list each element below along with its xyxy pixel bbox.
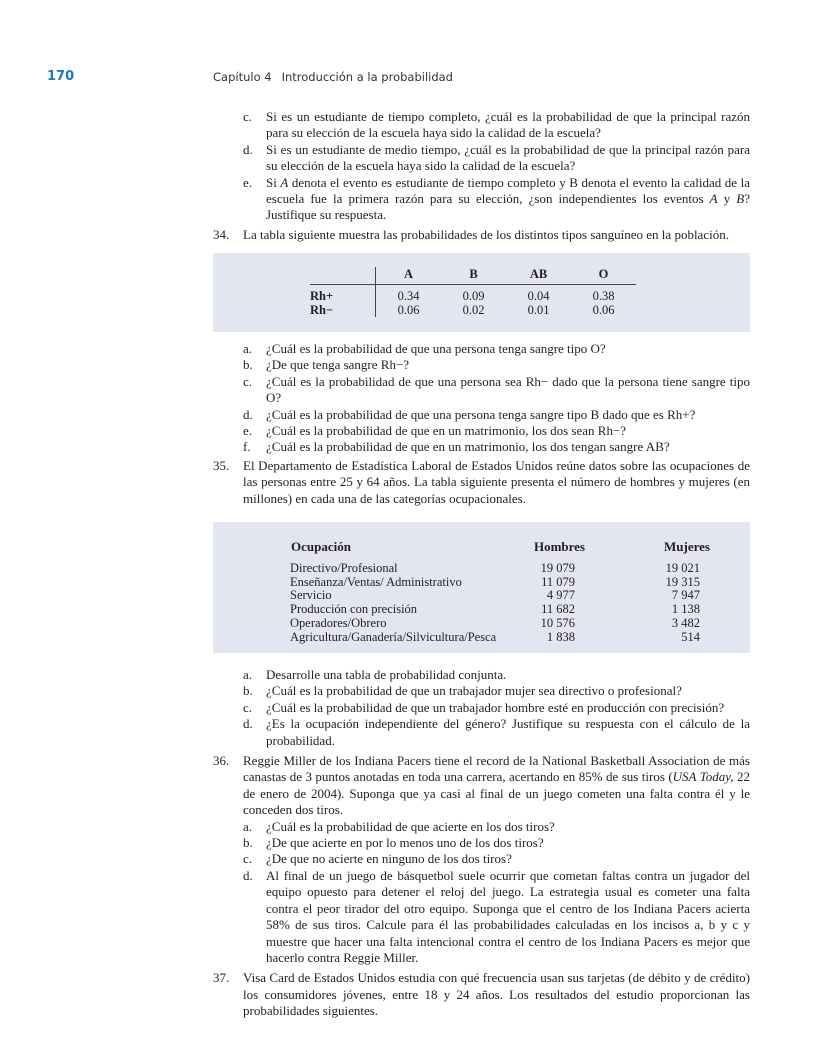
list-item bbox=[243, 683, 750, 699]
text: ¿Cuál es la probabilidad de que una persona sea Rh− dado que la persona tiene sangre tipo O? bbox=[266, 373, 750, 406]
blood-type-table-panel bbox=[213, 253, 750, 332]
text: y bbox=[717, 191, 737, 207]
text: ¿Cuál es la probabilidad de que en un matrimonio, los dos sean Rh−? bbox=[266, 423, 627, 439]
text: ¿Es la ocupación independiente del género? Justifique su respuesta con el cálculo de la probabilidad. bbox=[266, 716, 750, 748]
item-letter: d. bbox=[243, 141, 253, 157]
question-number: 37. bbox=[213, 970, 230, 986]
text: 22 de enero de 2004). Suponga que ya casi al final de un juego cometen una falta contra él y le conceden dos tiros. bbox=[243, 769, 751, 818]
column-header: O bbox=[571, 267, 636, 285]
chapter-title: Introducción a la probabilidad bbox=[281, 70, 453, 84]
text: ¿Cuál es la probabilidad de que una persona tenga sangre tipo B dado que es Rh+? bbox=[266, 406, 696, 422]
text: 11 682 bbox=[541, 602, 575, 617]
text: 19 021 bbox=[665, 561, 700, 575]
text: 11 079 bbox=[541, 574, 575, 589]
list-item bbox=[243, 700, 750, 716]
chapter-label: Capítulo 4 bbox=[213, 70, 272, 84]
text: 10 576 bbox=[540, 615, 575, 630]
text: ? Justifique su respuesta. bbox=[266, 191, 751, 223]
question-number: 35. bbox=[213, 457, 230, 473]
text: b. bbox=[243, 835, 253, 851]
column-header: AB bbox=[506, 267, 571, 285]
running-header bbox=[213, 70, 463, 84]
cell: 0.02 bbox=[462, 303, 485, 317]
table-row bbox=[310, 285, 636, 304]
occupation-table-panel bbox=[213, 522, 750, 653]
text: ¿De que no acierte en ninguno de los dos tiros? bbox=[266, 851, 512, 867]
list-item bbox=[243, 819, 750, 835]
table-row bbox=[290, 562, 710, 576]
text: ¿De que acierte en por lo menos uno de los dos tiros? bbox=[266, 835, 544, 851]
text: ¿Cuál es la probabilidad de que en un matrimonio, los dos tengan sangre AB? bbox=[266, 439, 670, 455]
cell: 0.09 bbox=[462, 289, 485, 303]
text: Si bbox=[266, 174, 281, 190]
cell: 0.04 bbox=[527, 289, 550, 303]
item-text: Si es un estudiante de medio tiempo, ¿cuál es la probabilidad de que la principal razón para su elección de la escuela haya sido la calidad de la escuela? bbox=[266, 141, 750, 174]
text: e. bbox=[243, 423, 253, 439]
cell: 0.01 bbox=[527, 303, 550, 317]
question-number: 36. bbox=[213, 753, 230, 769]
text: Producción con precisión bbox=[290, 602, 418, 617]
table-row bbox=[310, 303, 636, 317]
text: A bbox=[709, 191, 718, 207]
text: c. bbox=[243, 373, 253, 389]
text: 1 838 bbox=[546, 629, 575, 644]
text: ¿De que tenga sangre Rh−? bbox=[266, 357, 410, 373]
list-item bbox=[243, 109, 750, 142]
table-row bbox=[290, 631, 710, 645]
list-item bbox=[243, 175, 750, 224]
cell: 0.06 bbox=[592, 303, 615, 317]
question-36 bbox=[213, 753, 750, 819]
question-text bbox=[243, 753, 750, 819]
question-text: La tabla siguiente muestra las probabilidades de los distintos tipos sanguíneo en la población. bbox=[243, 227, 729, 242]
question-34-parts bbox=[213, 341, 750, 507]
text: ¿Cuál es la probabilidad de que una persona tenga sangre tipo O? bbox=[266, 341, 606, 356]
text: 514 bbox=[681, 629, 700, 644]
list-item bbox=[243, 341, 750, 357]
occupation-table bbox=[290, 538, 710, 644]
text: 1 138 bbox=[671, 602, 700, 617]
question-number: 34. bbox=[213, 227, 230, 242]
text: d. bbox=[243, 716, 253, 732]
list-item bbox=[243, 716, 750, 749]
text: Enseñanza/Ventas/ Administrativo bbox=[290, 574, 462, 589]
cell: 0.06 bbox=[376, 303, 442, 317]
list-item bbox=[243, 439, 750, 455]
question-34 bbox=[213, 227, 750, 243]
text: 3 482 bbox=[671, 615, 700, 630]
text: ¿Cuál es la probabilidad de que un trabajador hombre esté en producción con precisión? bbox=[266, 699, 725, 715]
text: USA Today, bbox=[672, 769, 734, 785]
text: A bbox=[280, 174, 289, 190]
item-text bbox=[266, 175, 750, 224]
text: b. bbox=[243, 357, 253, 373]
text: a. bbox=[243, 341, 253, 356]
text: Agricultura/Ganadería/Silvicultura/Pesca bbox=[290, 629, 497, 644]
cell: 0.38 bbox=[592, 289, 615, 303]
table-row bbox=[290, 576, 710, 590]
item-letter: e. bbox=[243, 174, 253, 190]
text: Al final de un juego de básquetbol suele ocurrir que cometan faltas contra un jugador del equipo opuesto para detener el reloj del juego. La estrategia usual es cometer una falta contra el peor tirador del otro equipo. Suponga que el centro de los Indiana Pacers acierta 58% de sus tiros. Calcule para él las probabilidades calculadas en los incisos a, b y c y muestre que hacer una falta intencional contra el centro de los Indiana Pacers es mejor que hacerlo contra Reggie Miller. bbox=[266, 867, 750, 965]
question-text: Visa Card de Estados Unidos estudia con qué frecuencia usan sus tarjetas (de débito y de crédito) los consumidores jóvenes, entre 18 y 24 años. Los resultados del estudio proporcionan las probabilidades siguientes. bbox=[243, 970, 750, 1019]
column-header: A bbox=[376, 267, 442, 285]
question-text: El Departamento de Estadística Laboral de Estados Unidos reúne datos sobre las ocupaciones de las personas entre 25 y 64 años. La tabla siguiente presenta el número de hombres y mujeres (en millones) en cada una de las categorías ocupacionales. bbox=[243, 457, 750, 506]
text: b. bbox=[243, 683, 253, 699]
list-item bbox=[243, 142, 750, 175]
list-item bbox=[243, 423, 750, 439]
row-label: Rh− bbox=[310, 303, 334, 317]
text: f. bbox=[243, 439, 251, 455]
table-row bbox=[290, 617, 710, 631]
text: a. bbox=[243, 667, 253, 682]
text: ¿Cuál es la probabilidad de que acierte en los dos tiros? bbox=[266, 818, 555, 834]
text: ¿Cuál es la probabilidad de que un trabajador mujer sea directivo o profesional? bbox=[266, 683, 682, 699]
list-item bbox=[243, 835, 750, 851]
text: d. bbox=[243, 406, 253, 422]
list-item bbox=[243, 357, 750, 373]
text: 4 977 bbox=[546, 588, 575, 603]
list-item bbox=[243, 374, 750, 407]
cell: 0.34 bbox=[376, 285, 442, 304]
list-item bbox=[243, 851, 750, 867]
text: Desarrolle una tabla de probabilidad conjunta. bbox=[266, 667, 507, 682]
text: 19 079 bbox=[540, 561, 575, 575]
question-35-parts bbox=[213, 667, 750, 1020]
question-33-continued bbox=[213, 109, 750, 224]
item-text: Si es un estudiante de tiempo completo, ¿cuál es la probabilidad de que la principal razón para su elección de la escuela haya sido la calidad de la escuela? bbox=[266, 109, 750, 141]
text: Directivo/Profesional bbox=[290, 561, 398, 575]
list-item bbox=[243, 868, 750, 966]
text: 19 315 bbox=[665, 574, 700, 589]
blood-type-table bbox=[310, 267, 636, 317]
table-row bbox=[290, 603, 710, 617]
column-header: Mujeres bbox=[664, 539, 710, 554]
table-row bbox=[290, 589, 710, 603]
column-header: Ocupación bbox=[291, 539, 351, 554]
column-header: B bbox=[441, 267, 506, 285]
text: denota el evento es estudiante de tiempo completo y B denota el evento la calidad de la escuela fue la primera razón para su elección, ¿son independientes los eventos bbox=[266, 174, 750, 207]
question-35 bbox=[213, 458, 750, 507]
text: c. bbox=[243, 699, 253, 715]
text: a. bbox=[243, 818, 253, 834]
list-item bbox=[243, 667, 750, 683]
row-label: Rh+ bbox=[310, 289, 334, 303]
text: B bbox=[736, 191, 745, 207]
text: d. bbox=[243, 867, 253, 883]
text: Servicio bbox=[290, 588, 332, 603]
text: 7 947 bbox=[671, 588, 700, 603]
page-number: 170 bbox=[47, 69, 75, 84]
list-item bbox=[243, 407, 750, 423]
column-header: Hombres bbox=[533, 539, 585, 554]
text: Reggie Miller de los Indiana Pacers tiene el record de la National Basketball Association de más canastas de 3 puntos anotadas en toda una carrera, acertando en 85% de sus tiros ( bbox=[243, 753, 750, 785]
text: c. bbox=[243, 851, 253, 867]
question-37 bbox=[213, 970, 750, 1019]
item-letter: c. bbox=[243, 109, 253, 124]
text: Operadores/Obrero bbox=[290, 615, 387, 630]
